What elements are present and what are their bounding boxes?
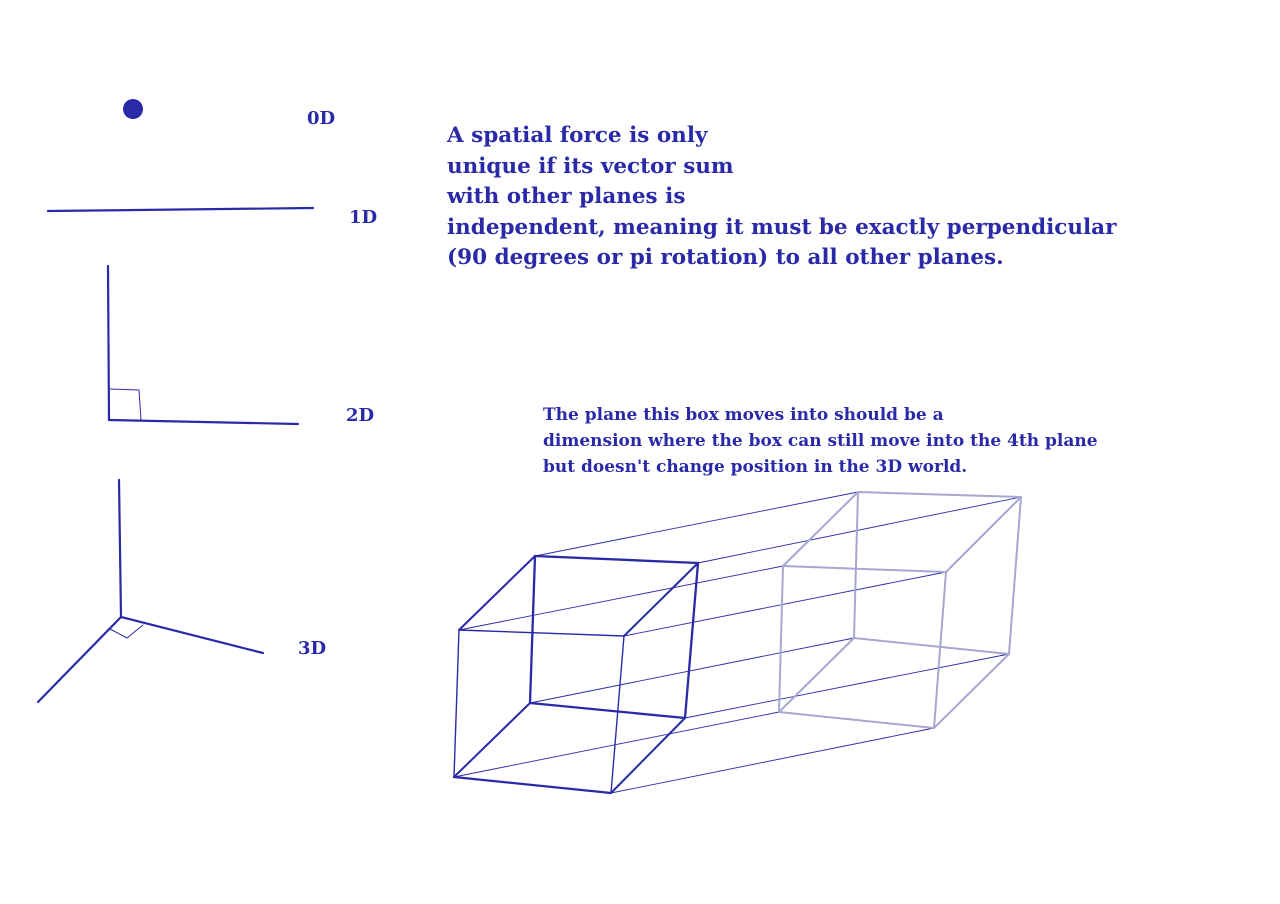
three-d-right-angle-mark bbox=[110, 625, 143, 638]
explanation-line: with other planes is bbox=[447, 184, 686, 209]
three-d-right-axis bbox=[121, 617, 263, 653]
two-d-axes bbox=[108, 266, 298, 424]
two-d-right-angle-mark bbox=[110, 389, 141, 420]
explanation-line: A spatial force is only bbox=[447, 123, 708, 148]
explanation-line: (90 degrees or pi rotation) to all other planes. bbox=[447, 245, 1004, 270]
label-3d: 3D bbox=[298, 638, 327, 659]
box-note-line: The plane this box moves into should be a bbox=[543, 405, 944, 425]
hypercube-projection bbox=[454, 492, 1021, 793]
hypercube-connecting-edges bbox=[454, 492, 1021, 793]
label-0d: 0D bbox=[307, 108, 336, 129]
three-d-diagonal-axis bbox=[38, 617, 121, 702]
one-d-line bbox=[48, 208, 313, 211]
label-2d: 2D bbox=[346, 405, 375, 426]
original-cube bbox=[454, 556, 698, 793]
two-d-horizontal-axis bbox=[109, 420, 298, 424]
explanation-line: unique if its vector sum bbox=[447, 153, 734, 179]
label-1d: 1D bbox=[349, 207, 378, 228]
box-note-text bbox=[543, 403, 1098, 480]
box-note-line: dimension where the box can still move into the 4th plane bbox=[543, 430, 1098, 451]
three-d-vertical-axis bbox=[119, 480, 121, 617]
box-note-line: but doesn't change position in the 3D world. bbox=[543, 456, 968, 477]
three-d-axes bbox=[38, 480, 263, 702]
two-d-vertical-axis bbox=[108, 266, 109, 420]
zero-d-point bbox=[123, 99, 143, 119]
explanation-text bbox=[447, 121, 1116, 274]
explanation-line: independent, meaning it must be exactly perpendicular bbox=[447, 214, 1117, 240]
